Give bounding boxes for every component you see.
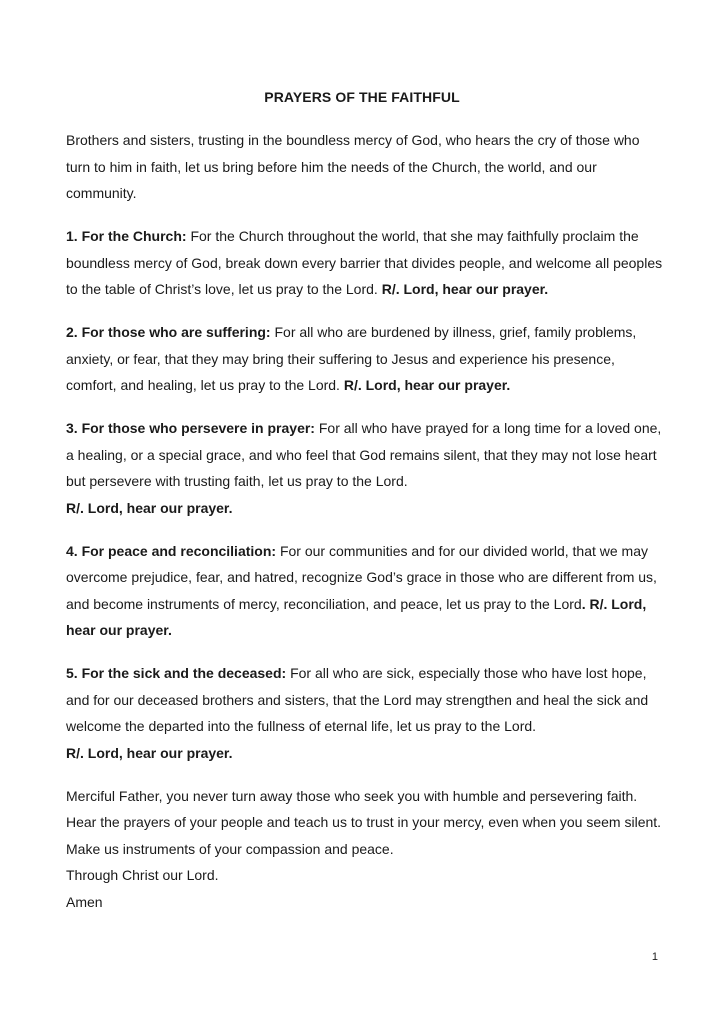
petition-5	[66, 660, 666, 766]
petition-2	[66, 319, 666, 399]
closing-line: Through Christ our Lord.	[66, 867, 219, 883]
petition-3-heading: 3. For those who persevere in prayer:	[66, 420, 315, 436]
petition-4	[66, 538, 666, 644]
petition-3-text: For all who have prayed for a long time for a loved one, a healing, or a special grace, and who feel that God remains silent, that they may not lose heart but persevere with trusting faith, let us pray to the Lord.	[66, 420, 662, 489]
closing-prayer-text: Merciful Father, you never turn away those who seek you with humble and persevering faith. Hear the prayers of your people and teach us to trust in your mercy, even when you seem silent. Make us instruments of your compassion and peace.	[66, 787, 662, 857]
petition-4-text: For our communities and for our divided world, that we may overcome prejudice, fear, and hatred, recognize God’s grace in those who are different from us, and become instruments of mercy, reconciliation, and peace, let us pray to the Lord	[66, 542, 657, 612]
amen-line: Amen	[66, 893, 103, 910]
petition-2-heading: 2. For those who are suffering:	[66, 324, 271, 340]
petition-4-response: . R/. Lord, hear our prayer.	[66, 595, 647, 638]
petition-4-heading: 4. For peace and reconciliation:	[66, 542, 277, 559]
petition-1-heading: 1. For the Church:	[66, 228, 187, 244]
closing-prayer	[66, 783, 666, 916]
petition-5-text: For all who are sick, especially those who have lost hope, and for our deceased brothers and sisters, that the Lord may strengthen and heal the sick and welcome the departed into the fullness of eternal life, let us pray to the Lord.	[66, 665, 649, 734]
page-title: PRAYERS OF THE FAITHFUL	[264, 89, 460, 105]
petition-5-response: R/. Lord, hear our prayer.	[66, 744, 233, 761]
page-number: 1	[651, 951, 658, 963]
petition-1-text: For the Church throughout the world, that she may faithfully proclaim the boundless mercy of God, break down every barrier that divides people, and welcome all peoples to the table of Christ’s love, let us pray to the Lord.	[66, 228, 663, 297]
petition-3	[66, 415, 666, 521]
intro-paragraph: Brothers and sisters, trusting in the boundless mercy of God, who hears the cry of those who turn to him in faith, let us bring before him the needs of the Church, the world, and our community.	[66, 132, 640, 201]
petition-3-response: R/. Lord, hear our prayer.	[66, 499, 233, 516]
document-body	[66, 127, 666, 915]
petition-5-heading: 5. For the sick and the deceased:	[66, 665, 287, 681]
petition-1-response: R/. Lord, hear our prayer.	[381, 281, 549, 297]
petition-2-response: R/. Lord, hear our prayer.	[343, 377, 511, 393]
petition-1	[66, 223, 666, 303]
petition-2-text: For all who are burdened by illness, grief, family problems, anxiety, or fear, that they may bring their suffering to Jesus and experience his presence, comfort, and healing, let us pray to the Lord.	[66, 324, 637, 393]
